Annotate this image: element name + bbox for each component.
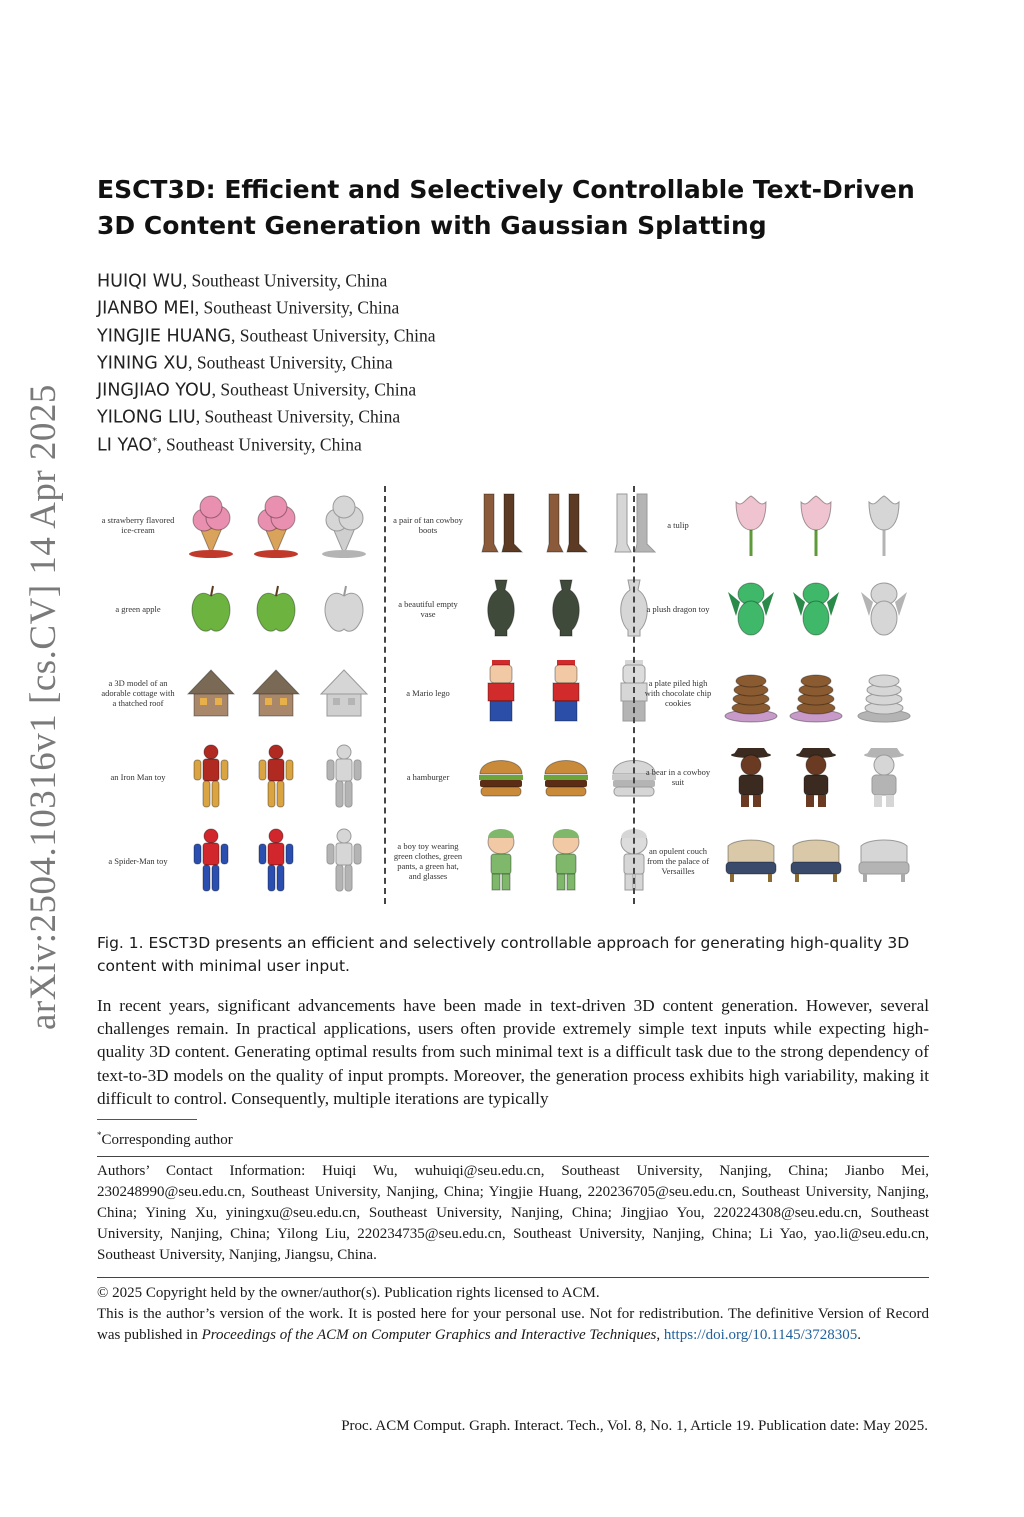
figure-row: [97, 650, 347, 735]
prompt-label: a Mario lego: [406, 687, 450, 698]
figure-row: [637, 650, 887, 735]
prompt-label: a bear in a cowboy suit: [645, 766, 711, 787]
figure-row: [97, 734, 347, 819]
cottage-stylized-render: [247, 656, 305, 728]
column-divider: [384, 486, 386, 904]
prompt-label: an opulent couch from the palace of Versailles: [646, 845, 710, 876]
author-name: LI YAO: [97, 435, 153, 456]
author-affiliation: , Southeast University, China: [195, 406, 401, 427]
venue-name: Proceedings of the ACM on Computer Graphics and Interactive Techniques: [201, 1327, 657, 1343]
burger-reference-render: [472, 740, 530, 812]
vase-reference-render: [472, 572, 530, 644]
ice-cream-reference-render: [182, 488, 240, 560]
figure-row: [637, 482, 887, 567]
couch-reference-render: [722, 824, 780, 896]
apple-stylized-render: [247, 572, 305, 644]
boy-reference-render: [472, 824, 530, 896]
author-entry: [97, 428, 436, 455]
figure-row: [97, 566, 347, 651]
lego-reference-render: [472, 656, 530, 728]
cookies-reference-render: [722, 656, 780, 728]
dragon-stylized-render: [787, 572, 845, 644]
figure-reference-render: [182, 740, 240, 812]
prompt-label: a boy toy wearing green clothes, green pants, a green hat, and glasses: [393, 840, 463, 881]
figure-geometry-render: [315, 824, 373, 896]
cookies-stylized-render: [787, 656, 845, 728]
figure-stylized-render: [247, 740, 305, 812]
couch-stylized-render: [787, 824, 845, 896]
cottage-reference-render: [182, 656, 240, 728]
cottage-geometry-render: [315, 656, 373, 728]
couch-geometry-render: [855, 824, 913, 896]
prompt-label: a pair of tan cowboy boots: [393, 514, 463, 535]
footnote-rule: [97, 1119, 197, 1120]
author-name: YILONG LIU: [97, 407, 196, 428]
publication-note-text: This is the author’s version of the work. It is posted here for your personal use. Not for redistribution. The definitive Version of Record was published in: [97, 1306, 929, 1343]
prompt-label: a Spider-Man toy: [108, 855, 168, 866]
dragon-reference-render: [722, 572, 780, 644]
author-entry: [97, 400, 436, 427]
prompt-label: a plush dragon toy: [646, 603, 710, 614]
page-footer: Proc. ACM Comput. Graph. Interact. Tech., Vol. 8, No. 1, Article 19. Publication date: May 2025.: [341, 1418, 928, 1434]
prompt-label: a beautiful empty vase: [398, 598, 458, 619]
author-affiliation: , Southeast University, China: [157, 434, 362, 455]
copyright-line: © 2025 Copyright held by the owner/author(s). Publication rights licensed to ACM.: [97, 1285, 600, 1301]
author-affiliation: , Southeast University, China: [194, 297, 400, 318]
figure-reference-render: [182, 824, 240, 896]
contacts-rule: [97, 1156, 929, 1157]
boots-reference-render: [472, 488, 530, 560]
figure-row: [387, 650, 637, 735]
ice-cream-geometry-render: [315, 488, 373, 560]
author-entry: [97, 346, 436, 373]
figure-stylized-render: [247, 824, 305, 896]
bear-reference-render: [722, 740, 780, 812]
author-entry: [97, 264, 436, 291]
author-affiliation: , Southeast University, China: [231, 324, 436, 345]
prompt-label: a tulip: [667, 519, 689, 530]
lego-stylized-render: [537, 656, 595, 728]
teaser-figure: [97, 482, 927, 907]
author-name: HUIQI WU: [97, 271, 183, 292]
bear-geometry-render: [855, 740, 913, 812]
prompt-label: a hamburger: [406, 771, 450, 782]
arxiv-stamp: arXiv:2504.10316v1 [cs.CV] 14 Apr 2025: [23, 384, 64, 1030]
copyright-block: [97, 1283, 929, 1346]
boots-stylized-render: [537, 488, 595, 560]
author-affiliation: , Southeast University, China: [211, 379, 417, 400]
author-contacts: Authors’ Contact Information: Huiqi Wu, wuhuiqi@seu.edu.cn, Southeast University, Nanjing, China; Jianbo Mei, 230248990@seu.edu.cn, Southeast University, Nanjing, China; Yingjie Huang, 220236705@seu.edu.cn, Southeast University, Nanjing, China; Yining Xu, yiningxu@seu.edu.cn, Southeast University, Nanjing, China; Jingjiao You, 220224308@seu.edu.cn, Southeast University, Nanjing, China; Yilong Liu, 220234735@seu.edu.cn, Southeast University, Nanjing, China; Li Yao, yao.li@seu.edu.cn, Southeast University, Nanjing, Jiangsu, China.: [97, 1163, 929, 1263]
prompt-label: an Iron Man toy: [110, 771, 166, 782]
prompt-label: a green apple: [115, 603, 161, 614]
author-name: YINGJIE HUANG: [97, 325, 232, 346]
abstract: In recent years, significant advancements have been made in text-driven 3D content generation. However, several challenges remain. In practical applications, users often provide extremely simple text inputs while expecting high-quality 3D content. Generating optimal results from such minimal text is a difficult task due to the strong dependency of text-to-3D models on the quality of input prompts. Moreover, the generation process exhibits high variability, making it difficult to control. Consequently, multiple iterations are typically: [97, 996, 929, 1108]
author-mark: *: [152, 435, 158, 447]
publication-note: [97, 1304, 929, 1346]
burger-stylized-render: [537, 740, 595, 812]
figure-caption: Fig. 1. ESCT3D presents an efficient and selectively controllable approach for generating high-quality 3D content with minimal user input.: [97, 934, 910, 975]
prompt-label: a plate piled high with chocolate chip cookies: [644, 677, 712, 708]
paper-title: ESCT3D: Efficient and Selectively Controllable Text-Driven 3D Content Generation with Gaussian Splatting: [97, 175, 915, 240]
author-entry: [97, 319, 436, 346]
figure-column: [97, 482, 387, 907]
tulip-geometry-render: [855, 488, 913, 560]
figure-row: [97, 482, 347, 567]
boy-stylized-render: [537, 824, 595, 896]
author-name: JIANBO MEI: [97, 298, 195, 319]
figure-row: [387, 566, 637, 651]
figure-geometry-render: [315, 740, 373, 812]
author-entry: [97, 373, 436, 400]
author-name: JINGJIAO YOU: [97, 380, 212, 401]
author-list: [97, 264, 436, 455]
figure-row: [97, 818, 347, 903]
author-affiliation: , Southeast University, China: [188, 352, 393, 373]
figure-row: [637, 818, 887, 903]
figure-row: [637, 566, 887, 651]
author-name: YINING XU: [97, 353, 189, 374]
figure-row: [387, 482, 637, 567]
cookies-geometry-render: [855, 656, 913, 728]
copyright-rule: [97, 1277, 929, 1278]
figure-row: [387, 734, 637, 819]
apple-reference-render: [182, 572, 240, 644]
figure-column: [637, 482, 927, 907]
prompt-label: a 3D model of an adorable cottage with a thatched roof: [101, 677, 175, 708]
tulip-reference-render: [722, 488, 780, 560]
ice-cream-stylized-render: [247, 488, 305, 560]
period: .: [857, 1327, 861, 1343]
column-divider: [633, 486, 635, 904]
footnote-text: Corresponding author: [101, 1132, 233, 1148]
author-affiliation: , Southeast University, China: [182, 270, 388, 291]
figure-row: [637, 734, 887, 819]
bear-stylized-render: [787, 740, 845, 812]
vase-stylized-render: [537, 572, 595, 644]
prompt-label: a strawberry flavored ice-cream: [101, 514, 175, 535]
comma: ,: [656, 1327, 664, 1343]
author-entry: [97, 291, 436, 318]
apple-geometry-render: [315, 572, 373, 644]
footnote-mark: *: [97, 1130, 102, 1140]
figure-row: [387, 818, 637, 903]
footnote: [97, 1125, 233, 1150]
dragon-geometry-render: [855, 572, 913, 644]
doi-link[interactable]: https://doi.org/10.1145/3728305: [663, 1327, 858, 1343]
tulip-stylized-render: [787, 488, 845, 560]
